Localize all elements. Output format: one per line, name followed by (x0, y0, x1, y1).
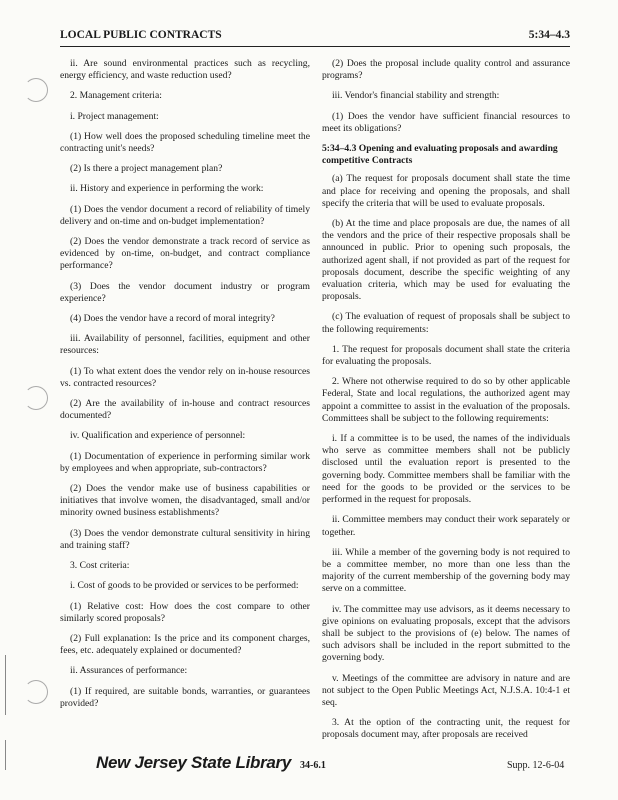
paragraph: (c) The evaluation of request of proposals shall be subject to the following requirements: (322, 311, 570, 335)
paragraph: i. Cost of goods to be provided or services to be performed: (70, 580, 299, 592)
paragraph: iii. While a member of the governing body is not required to be a committee member, no more than one less than the majority of the current membership of the governing body may serve on a committee. (322, 546, 570, 595)
header-section-number: 5:34–4.3 (528, 29, 570, 41)
paragraph: i. If a committee is to be used, the names of the individuals who serve as committee members shall not be publicly disclosed until the evaluation report is presented to the governing body. Committee members shall be familiar with the need for the goods to be provided or the services to be performed in the request for proposals. (322, 433, 570, 506)
paragraph: iv. The committee may use advisors, as it deems necessary to give opinions on evaluating proposals, except that the advisors shall be subject to the provisions of (e) below. The names of such advisors shall be included in the report submitted to the governing body. (322, 603, 570, 664)
paragraph: 2. Management criteria: (70, 90, 162, 102)
header-rule (60, 46, 570, 47)
paragraph: (b) At the time and place proposals are due, the names of all the vendors and the price of their respective proposals shall be announced in public. Prior to opening such proposals, the authorized agent shall, if not provided as part of the request for proposals document, describe the specific weighting of any evaluation criteria, which may be used for evaluating the proposals. (322, 218, 570, 303)
section-heading: 5:34–4.3 Opening and evaluating proposals and awarding competitive Contracts (322, 143, 558, 167)
binder-hole (24, 78, 48, 102)
paragraph: iv. Qualification and experience of personnel: (70, 430, 246, 442)
paragraph: ii. History and experience in performing the work: (70, 183, 264, 195)
paragraph: 3. At the option of the contracting unit, the request for proposals document may, after proposals are received (322, 717, 570, 741)
paragraph: (4) Does the vendor have a record of moral integrity? (70, 313, 275, 325)
left-column (60, 58, 310, 718)
paragraph: iii. Availability of personnel, facilities, equipment and other resources: (60, 333, 310, 357)
paragraph: i. Project management: (70, 110, 159, 122)
paragraph: (2) Are the availability of in-house and contract resources documented? (60, 398, 310, 422)
paragraph: 2. Where not otherwise required to do so by other applicable Federal, State and local regulations, the authorized agent may appoint a committee to assist in the evaluation of the proposals. Committees shall be subject to the following requirements: (322, 376, 570, 424)
margin-mark (5, 655, 6, 715)
paragraph: (1) Does the vendor document a record of reliability of timely delivery and on-time and on-budget implementation? (60, 203, 310, 227)
running-header (60, 29, 570, 45)
paragraph: (1) Relative cost: How does the cost compare to other similarly scored proposals? (60, 600, 310, 624)
paragraph: (1) Documentation of experience in performing similar work by employees and when appropriate, sub-contractors? (60, 450, 310, 474)
paragraph: ii. Assurances of performance: (70, 665, 188, 677)
paragraph: (2) Full explanation: Is the price and its component charges, fees, etc. adequately explained or documented? (60, 632, 310, 657)
supplement-date: Supp. 12-6-04 (507, 760, 565, 771)
paragraph: (2) Is there a project management plan? (70, 163, 223, 175)
paragraph: (1) How well does the proposed scheduling timeline meet the contracting unit's needs? (60, 130, 310, 155)
page-number: 34-6.1 (300, 760, 326, 771)
paragraph: 1. The request for proposals document shall state the criteria for evaluating the proposals. (322, 343, 570, 368)
paragraph: ii. Committee members may conduct their work separately or together. (322, 514, 570, 538)
paragraph: (3) Does the vendor demonstrate cultural sensitivity in hiring and training staff? (60, 527, 310, 551)
paragraph: (2) Does the vendor make use of business capabilities or initiatives that involve women, the disadvantaged, small and/or minority owned business establishments? (60, 483, 310, 519)
paragraph: ii. Are sound environmental practices such as recycling, energy efficiency, and waste reduction used? (60, 58, 310, 82)
paragraph: (1) Does the vendor have sufficient financial resources to meet its obligations? (322, 110, 570, 134)
paragraph: (2) Does the proposal include quality control and assurance programs? (322, 58, 570, 82)
paragraph: 3. Cost criteria: (70, 560, 130, 572)
paragraph: (2) Does the vendor demonstrate a track record of service as evidenced by on-time, on-budget, and contract compliance performance? (60, 236, 310, 272)
paragraph: (a) The request for proposals document shall state the time and place for receiving and opening the proposals, and shall specify the criteria that will be used to evaluate proposals. (322, 173, 570, 209)
paragraph: iii. Vendor's financial stability and strength: (332, 90, 500, 102)
right-column (322, 58, 570, 750)
paragraph: v. Meetings of the committee are advisory in nature and are not subject to the Open Public Meetings Act, N.J.S.A. 10:4-1 et seq. (322, 672, 570, 708)
paragraph: (1) To what extent does the vendor rely on in-house resources vs. contracted resources? (60, 365, 310, 389)
header-title: LOCAL PUBLIC CONTRACTS (60, 29, 222, 41)
binder-hole (24, 386, 48, 410)
binder-hole (24, 680, 48, 704)
margin-mark (5, 740, 6, 770)
library-stamp: New Jersey State Library (96, 753, 292, 772)
paragraph: (3) Does the vendor document industry or program experience? (60, 280, 310, 304)
paragraph: (1) If required, are suitable bonds, warranties, or guarantees provided? (60, 685, 310, 709)
